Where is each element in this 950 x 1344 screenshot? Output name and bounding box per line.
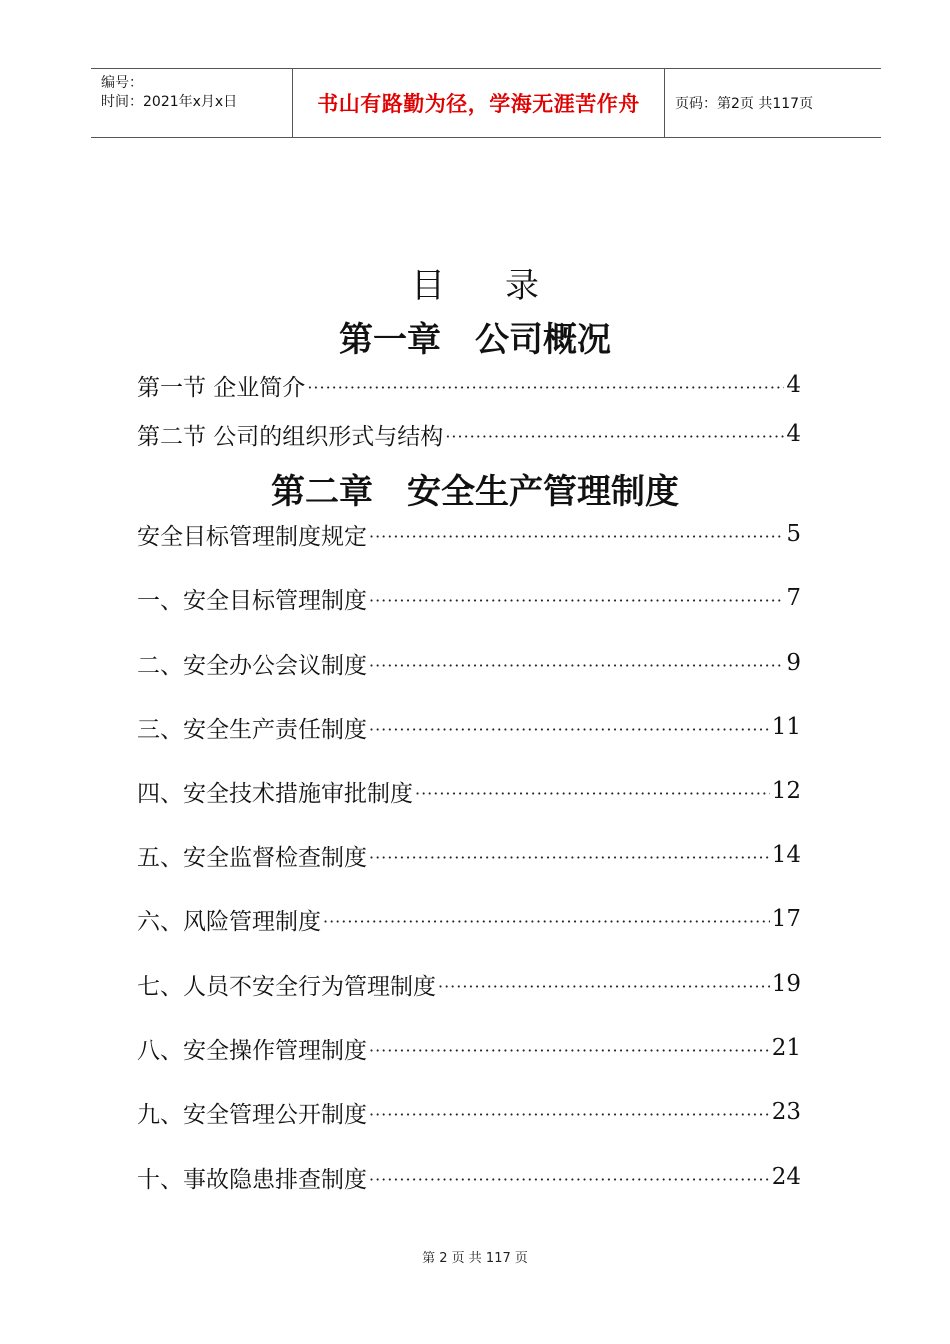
toc-leader-dots xyxy=(369,656,784,675)
toc-leader-dots xyxy=(438,977,770,996)
toc-entry-page: 9 xyxy=(786,650,801,676)
toc-entry-text: 八、安全操作管理制度 xyxy=(137,1037,367,1064)
chapter-title: 安全生产管理制度 xyxy=(407,472,679,512)
toc-entry-page: 21 xyxy=(771,1035,801,1061)
toc-entry-page: 24 xyxy=(771,1164,801,1190)
toc-entry-text: 第一节 企业简介 xyxy=(137,374,306,401)
toc-entry-text: 三、安全生产责任制度 xyxy=(137,716,367,743)
document-header xyxy=(91,68,881,138)
chapter-number: 第二章 xyxy=(271,472,373,512)
header-meta xyxy=(91,69,293,137)
toc-entry-text: 十、事故隐患排查制度 xyxy=(137,1166,367,1193)
toc-entry[interactable] xyxy=(137,711,801,743)
toc-entry[interactable] xyxy=(137,839,801,871)
toc-title xyxy=(0,258,950,307)
toc-entry-text: 五、安全监督检查制度 xyxy=(137,844,367,871)
toc-entry-text: 四、安全技术措施审批制度 xyxy=(137,780,413,807)
toc-entry[interactable] xyxy=(137,418,801,450)
toc-entry[interactable] xyxy=(137,369,801,401)
toc-entry[interactable] xyxy=(137,968,801,1000)
toc-entry[interactable] xyxy=(137,775,801,807)
toc-entry-text: 二、安全办公会议制度 xyxy=(137,652,367,679)
chapter-heading-1 xyxy=(0,312,950,361)
toc-entry-page: 5 xyxy=(786,521,801,547)
toc-entry-text: 安全目标管理制度规定 xyxy=(137,523,367,550)
toc-leader-dots xyxy=(369,591,784,610)
toc-leader-dots xyxy=(323,912,770,931)
toc-entry[interactable] xyxy=(137,903,801,935)
toc-entry[interactable] xyxy=(137,518,801,550)
chapter-number: 第一章 xyxy=(339,320,441,360)
toc-leader-dots xyxy=(415,784,770,803)
toc-leader-dots xyxy=(369,1170,770,1189)
toc-entry-text: 七、人员不安全行为管理制度 xyxy=(137,973,436,1000)
toc-leader-dots xyxy=(369,1041,770,1060)
toc-title-char-2: 录 xyxy=(505,266,539,306)
toc-entry-text: 六、风险管理制度 xyxy=(137,908,321,935)
toc-entry[interactable] xyxy=(137,1032,801,1064)
page-footer: 第 2 页 共 117 页 xyxy=(422,1251,528,1266)
toc-entry-page: 7 xyxy=(786,585,801,611)
header-motto xyxy=(293,69,665,137)
toc-leader-dots xyxy=(369,720,770,739)
toc-entry-text: 第二节 公司的组织形式与结构 xyxy=(137,423,444,450)
toc-title-char-1: 目 xyxy=(411,266,445,306)
toc-leader-dots xyxy=(369,527,784,546)
toc-leader-dots xyxy=(369,1105,770,1124)
toc-entry-page: 23 xyxy=(771,1099,801,1125)
time-label: 时间：2021年x月x日 xyxy=(101,94,238,110)
motto-text: 书山有路勤为径，学海无涯苦作舟 xyxy=(317,92,640,116)
toc-leader-dots xyxy=(369,848,770,867)
toc-entry[interactable] xyxy=(137,582,801,614)
toc-entry-page: 4 xyxy=(786,372,801,398)
toc-leader-dots xyxy=(307,378,784,397)
number-label: 编号： xyxy=(101,75,143,91)
toc-entry-text: 九、安全管理公开制度 xyxy=(137,1101,367,1128)
toc-entry-page: 14 xyxy=(771,842,801,868)
toc-entry[interactable] xyxy=(137,1096,801,1128)
header-page-info: 页码：第2页 共117页 xyxy=(675,96,814,112)
toc-entry[interactable] xyxy=(137,1161,801,1193)
toc-entry-text: 一、安全目标管理制度 xyxy=(137,587,367,614)
toc-entry-page: 12 xyxy=(771,778,801,804)
toc-entry[interactable] xyxy=(137,647,801,679)
toc-entry-page: 19 xyxy=(771,971,801,997)
toc-entry-page: 17 xyxy=(771,906,801,932)
chapter-title: 公司概况 xyxy=(475,320,611,360)
toc-entry-page: 4 xyxy=(786,421,801,447)
toc-leader-dots xyxy=(445,427,784,446)
toc-entry-page: 11 xyxy=(771,714,801,740)
chapter-heading-2 xyxy=(0,464,950,513)
